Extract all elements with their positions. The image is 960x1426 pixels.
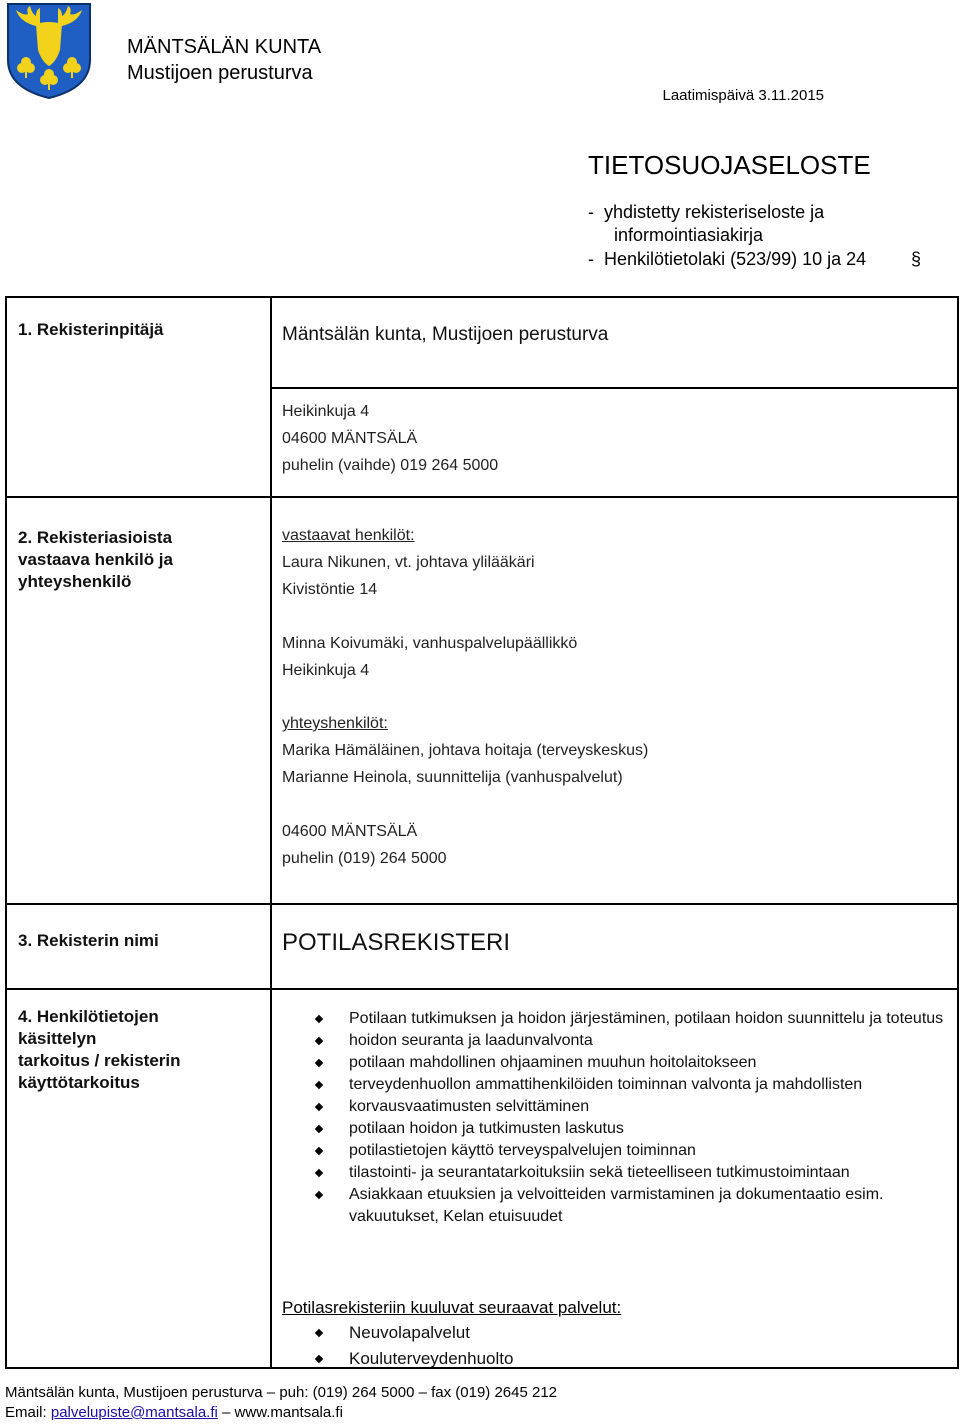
table-border-left [5,296,7,1369]
contact-postal: 04600 MÄNTSÄLÄ [282,823,418,840]
list-item: terveydenhuollon ammattihenkilöiden toiminnan valvonta ja mahdollisten [316,1074,946,1096]
email-label: Email: [5,1404,47,1421]
list-item: Potilaan tutkimuksen ja hoidon järjestäminen, potilaan hoidon suunnittelu ja toteutus [316,1008,946,1030]
table-row-divider [5,988,959,990]
subtitle-text: yhdistetty rekisteriseloste ja [604,202,825,222]
contact-person-2: Marianne Heinola, suunnittelija (vanhuspalvelut) [282,769,623,786]
contacts-heading: yhteyshenkilöt: [282,715,388,732]
dash: - [588,249,594,269]
list-item: Asiakkaan etuuksien ja velvoitteiden varmistaminen ja dokumentaatio esim. vakuutukset, Kelan etuisuudet [316,1184,946,1228]
contact-phone: puhelin (019) 264 5000 [282,850,447,867]
controller-postal: 04600 MÄNTSÄLÄ [282,430,418,447]
section-2-label-line1: 2. Rekisteriasioista [18,528,173,547]
register-name: POTILASREKISTERI [282,929,511,956]
section-2-label-line3: yhteyshenkilö [18,572,132,591]
controller-name: Mäntsälän kunta, Mustijoen perusturva [282,324,609,345]
subtitle-line-1b: informointiasiakirja [614,225,764,245]
list-item: Neuvolapalvelut [316,1320,513,1346]
section-2-label-line2: vastaava henkilö ja [18,550,173,569]
dash: - [588,202,594,222]
section-sign: § [911,249,922,269]
section-4-label-line2: käsittelyn [18,1029,97,1048]
table-row-divider [5,903,959,905]
creation-date: Laatimispäivä 3.11.2015 [662,87,824,104]
controller-phone: puhelin (vaihde) 019 264 5000 [282,457,499,474]
footer-dash: – [222,1404,231,1421]
table-inner-divider [270,387,959,389]
controller-address: Heikinkuja 4 [282,403,370,420]
document-title: TIETOSUOJASELOSTE [588,150,871,180]
table-border-right [957,296,959,1369]
list-item: tilastointi- ja seurantatarkoituksiin sekä tieteelliseen tutkimustoimintaan [316,1162,946,1184]
footer-contact-line: Mäntsälän kunta, Mustijoen perusturva – puh: (019) 264 5000 – fax (019) 2645 212 [5,1384,558,1401]
email-link[interactable]: palvelupiste@mantsala.fi [50,1404,218,1421]
responsible-person-2: Minna Koivumäki, vanhuspalvelupäällikkö [282,635,578,652]
table-column-divider [270,296,272,1369]
footer-email-line [5,1403,343,1423]
responsible-person-1-address: Kivistöntie 14 [282,581,378,598]
responsible-person-1: Laura Nikunen, vt. johtava ylilääkäri [282,554,535,571]
subtitle-text: Henkilötietolaki (523/99) 10 ja 24 [604,249,867,269]
list-item: Kouluterveydenhuolto [316,1346,513,1372]
section-1-label: 1. Rekisterinpitäjä [18,320,164,339]
organization-name: MÄNTSÄLÄN KUNTA [127,36,322,58]
subtitle-line-2 [588,248,866,271]
list-item: potilaan hoidon ja tutkimusten laskutus [316,1118,946,1140]
services-heading: Potilasrekisteriin kuuluvat seuraavat palvelut: [282,1298,622,1317]
services-list [316,1320,513,1372]
website-link[interactable]: www.mantsala.fi [234,1404,343,1421]
table-border-top [5,296,959,298]
table-row-divider [5,496,959,498]
responsible-person-2-address: Heikinkuja 4 [282,662,370,679]
contact-person-1: Marika Hämäläinen, johtava hoitaja (terveyskeskus) [282,742,649,759]
list-item: hoidon seuranta ja laadunvalvonta [316,1030,946,1052]
unit-name: Mustijoen perusturva [127,62,313,84]
section-4-label-line3: tarkoitus / rekisterin [18,1051,181,1070]
responsible-heading: vastaavat henkilöt: [282,527,415,544]
subtitle-line-1 [588,201,824,224]
section-4-label-line1: 4. Henkilötietojen [18,1007,159,1026]
list-item: potilaan mahdollinen ohjaaminen muuhun hoitolaitokseen [316,1052,946,1074]
section-4-label-line4: käyttötarkoitus [18,1073,140,1092]
municipal-coat-of-arms-logo [6,2,92,100]
list-item: potilastietojen käyttö terveyspalvelujen toiminnan [316,1140,946,1162]
list-item: korvausvaatimusten selvittäminen [316,1096,946,1118]
purpose-list [316,1008,946,1228]
section-3-label: 3. Rekisterin nimi [18,931,159,950]
